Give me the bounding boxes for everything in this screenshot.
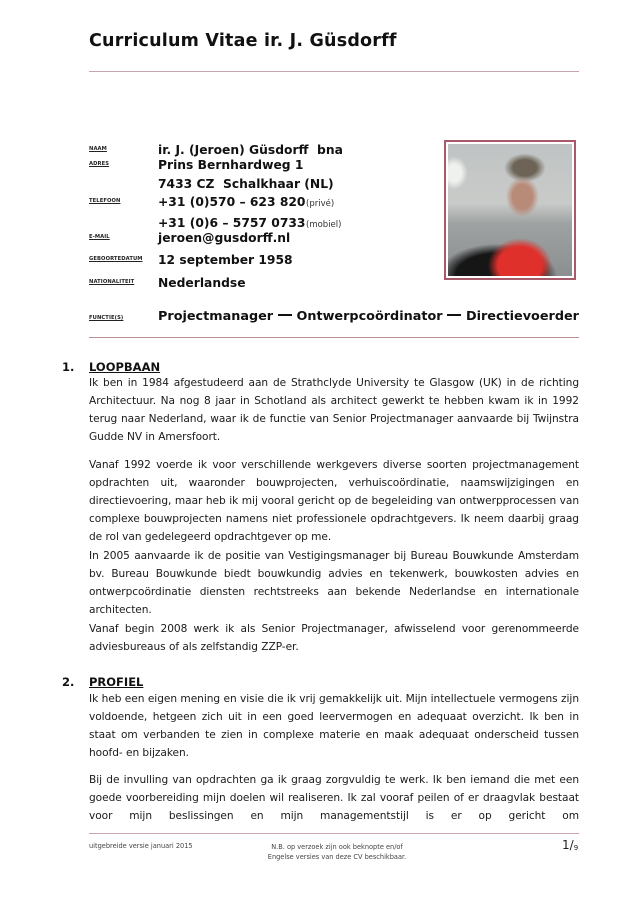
footer-version: uitgebreide versie januari 2015: [89, 842, 193, 850]
page-title: Curriculum Vitae ir. J. Güsdorff: [89, 31, 397, 51]
info-divider: [89, 337, 579, 338]
paragraph: In 2005 aanvaarde ik de positie van Vestigingsmanager bij Bureau Bouwkunde Amsterdam bv. Bureau Bouwkunde biedt bouwkundig advies en tekenwerk, bouwkosten advies en ontwerpcoördinatie diensten rechtstreeks aan bekende Nederlandse en internationale architecten.: [89, 550, 579, 617]
section-heading-loopbaan: [62, 360, 160, 374]
address-label: ADRES: [89, 161, 110, 167]
page-current: 1: [562, 838, 570, 852]
footer-note: [232, 842, 442, 862]
section-heading-profiel: [62, 675, 143, 689]
portrait-photo-frame: [444, 140, 576, 280]
info-row-functions: [89, 309, 158, 321]
functions-label: FUNCTIE(S): [89, 315, 124, 321]
footer-note-line-2: Engelse versies van deze CV beschikbaar.: [267, 853, 407, 861]
section-title: PROFIEL: [89, 675, 144, 689]
phone-number-private[interactable]: +31 (0)570 – 623 820: [158, 195, 306, 209]
paragraph: Bij de invulling van opdrachten ga ik graag zorgvuldig te werk. Ik ben iemand die met een goede voorbereiding mijn doelen wil realiseren. Ik zal vooraf peilen of er draagvlak bestaat voor mijn beslissingen en mijn managementstijl is er op gericht om: [89, 774, 579, 823]
birthdate-label: GEBOORTEDATUM: [89, 256, 143, 262]
page-number: $1/_9$: [562, 838, 579, 852]
birthdate-value: 12 september 1958: [158, 253, 293, 267]
phone-entry: [158, 193, 341, 214]
paragraph: Ik ben in 1984 afgestudeerd aan de Strathclyde University te Glasgow (UK) in de richting Architectuur. Na nog 8 jaar in Schotland als architect gewerkt te hebben kwam ik in 1992 terug naar Nederland, waar ik de functie van Senior Projectmanager aanvaarde bij Twijnstra Gudde NV in Amersfoort.: [89, 377, 579, 444]
page-total: 9: [573, 844, 579, 852]
email-value[interactable]: jeroen@gusdorff.nl: [158, 231, 291, 245]
phone-note-mobile: (mobiel): [306, 220, 342, 230]
paragraph: Vanaf begin 2008 werk ik als Senior Projectmanager, afwisselend voor gerenommeerde adviesbureaus of als zelfstandig ZZP-er.: [89, 623, 579, 654]
info-row-birthdate: [89, 251, 293, 270]
portrait-photo: [448, 144, 572, 276]
info-row-nationality: [89, 274, 246, 293]
function-item: Projectmanager: [158, 309, 274, 324]
phone-label: TELEFOON: [89, 198, 121, 204]
footer-divider: [89, 833, 579, 834]
function-item: Ontwerpcoördinator: [296, 309, 443, 324]
footer-note-line-1: N.B. op verzoek zijn ook beknopte en/of: [271, 843, 403, 851]
dash-separator: [278, 314, 292, 316]
dash-separator: [447, 314, 461, 316]
email-label: E-MAIL: [89, 234, 110, 240]
function-item: Directievoerder: [465, 309, 579, 324]
name-value: ir. J. (Jeroen) Güsdorff bna: [158, 143, 343, 157]
address-line-1: Prins Bernhardweg 1: [158, 158, 304, 172]
section-number: 2.: [62, 675, 75, 689]
functions-list: [158, 309, 579, 324]
address-line-2: 7433 CZ Schalkhaar (NL): [158, 177, 334, 191]
phone-note-private: (privé): [306, 199, 335, 209]
paragraph: Ik heb een eigen mening en visie die ik vrij gemakkelijk uit. Mijn intellectuele vermogens zijn voldoende, hetgeen zich uit in een goed leervermogen en adequaat overzicht. Ik ben in staat om verbanden te zien in complexe materie en maak adequaat onderscheid tussen hoofd- en bijzaken.: [89, 693, 579, 760]
info-row-email: [89, 229, 290, 248]
nationality-value: Nederlandse: [158, 276, 246, 290]
section-title: LOOPBAAN: [89, 360, 161, 374]
name-label: NAAM: [89, 146, 107, 152]
info-row-address: [89, 156, 334, 194]
phone-number-mobile[interactable]: +31 (0)6 – 5757 0733: [158, 216, 306, 230]
nationality-label: NATIONALITEIT: [89, 279, 135, 285]
section-number: 1.: [62, 360, 75, 374]
title-divider: [89, 71, 579, 72]
paragraph: Vanaf 1992 voerde ik voor verschillende werkgevers diverse soorten projectmanagement opdrachten uit, waaronder bouwprojecten, verhuiscoördinatie, naamswijzigingen en directievoering, maar heb ik mij vooral gericht op de begeleiding van ontwerpprocessen van complexe bouwprojecten namens niet professionele opdrachtgevers. Ik neem daarbij graag de rol van gedelegeerd opdrachtgever op me.: [89, 459, 579, 544]
